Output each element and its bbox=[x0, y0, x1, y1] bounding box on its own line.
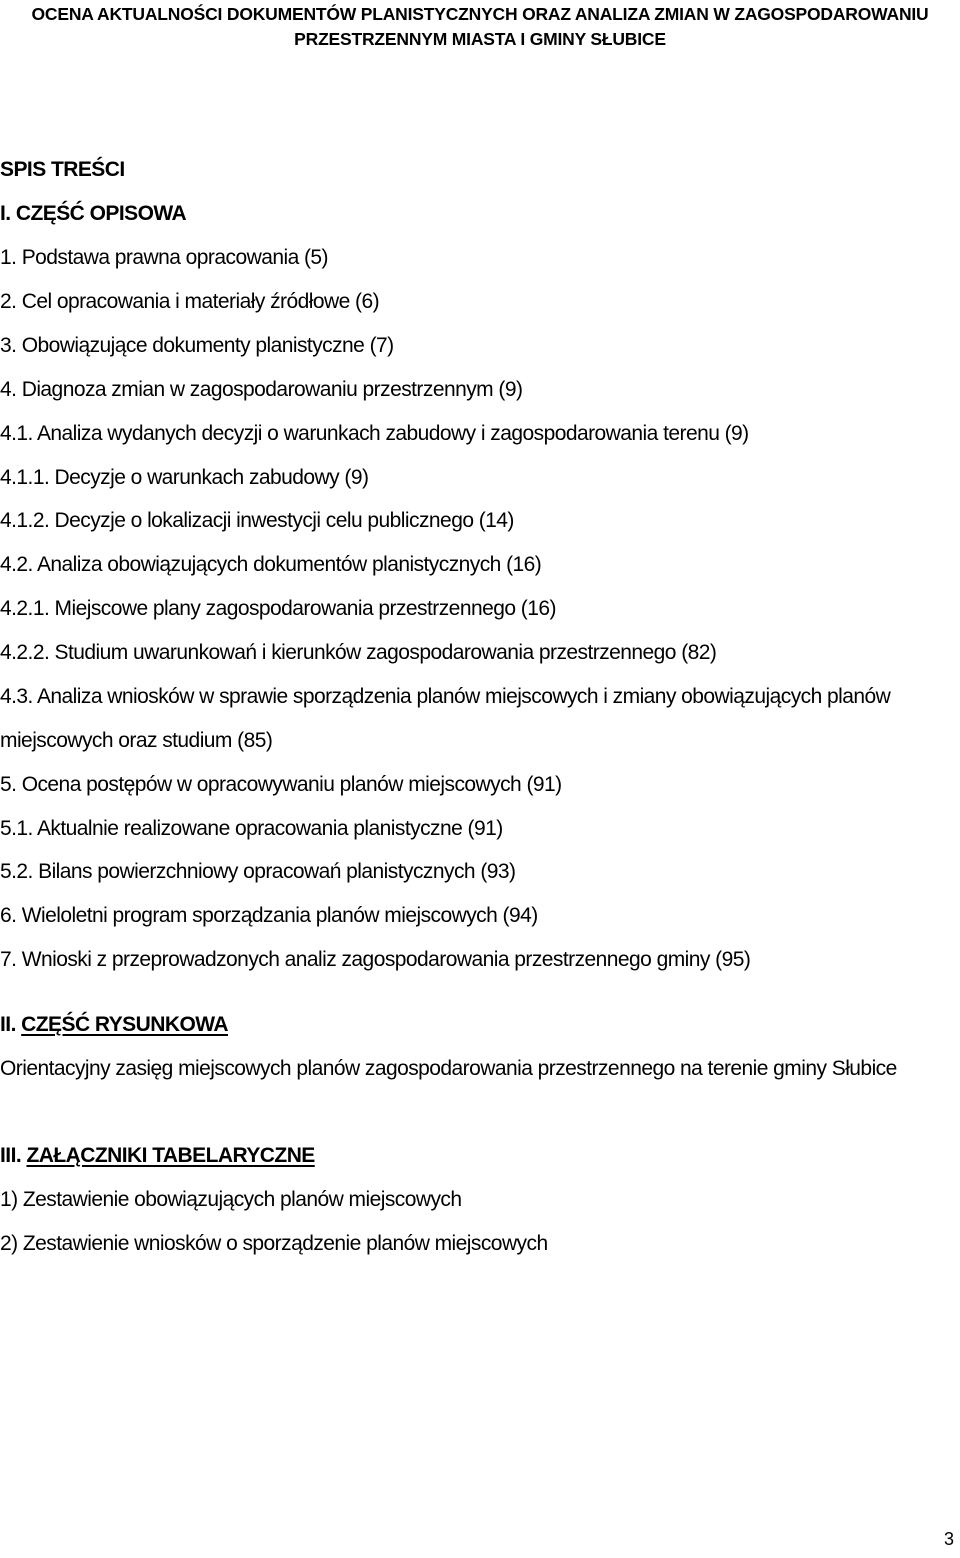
part-1-title: CZĘŚĆ OPISOWA bbox=[15, 202, 187, 225]
toc-entry: 4.2.2. Studium uwarunkowań i kierunków zagospodarowania przestrzennego (82) bbox=[0, 641, 717, 664]
toc-entry: 4.1.1. Decyzje o warunkach zabudowy (9) bbox=[0, 466, 369, 489]
toc-entry: 6. Wieloletni program sporządzania planów miejscowych (94) bbox=[0, 904, 538, 927]
toc-entry: 4.2. Analiza obowiązujących dokumentów planistycznych (16) bbox=[0, 553, 542, 576]
toc-entry: 4. Diagnoza zmian w zagospodarowaniu przestrzennym (9) bbox=[0, 378, 523, 401]
part-2-prefix: II. bbox=[0, 1013, 16, 1036]
toc-entry: 2) Zestawienie wniosków o sporządzenie planów miejscowych bbox=[0, 1232, 548, 1255]
part-1-heading bbox=[0, 200, 186, 228]
page-number: 3 bbox=[943, 1529, 954, 1549]
toc-entry: 4.1.2. Decyzje o lokalizacji inwestycji celu publicznego (14) bbox=[0, 509, 514, 532]
toc-entry: 4.3. Analiza wniosków w sprawie sporządzenia planów miejscowych i zmiany obowiązujących planów bbox=[0, 685, 891, 708]
header-line-1: OCENA AKTUALNOŚCI DOKUMENTÓW PLANISTYCZNYCH ORAZ ANALIZA ZMIAN W ZAGOSPODAROWANIU bbox=[31, 4, 929, 24]
toc-title: SPIS TREŚCI bbox=[0, 158, 125, 181]
toc-entry: 1) Zestawienie obowiązujących planów miejscowych bbox=[0, 1188, 462, 1211]
header-line-2: PRZESTRZENNYM MIASTA I GMINY SŁUBICE bbox=[294, 29, 666, 49]
part-3-title: ZAŁĄCZNIKI TABELARYCZNE bbox=[26, 1144, 315, 1167]
toc-entry: 4.1. Analiza wydanych decyzji o warunkach zabudowy i zagospodarowania terenu (9) bbox=[0, 422, 749, 445]
toc-entry: 2. Cel opracowania i materiały źródłowe (6) bbox=[0, 290, 380, 313]
part-2-heading bbox=[0, 1011, 228, 1039]
part-3-prefix: III. bbox=[0, 1144, 22, 1167]
toc-entry: 5.1. Aktualnie realizowane opracowania planistyczne (91) bbox=[0, 817, 503, 840]
part-3-heading bbox=[0, 1142, 315, 1170]
toc-entry: 7. Wnioski z przeprowadzonych analiz zagospodarowania przestrzennego gminy (95) bbox=[0, 948, 751, 971]
toc-entry: 3. Obowiązujące dokumenty planistyczne (7) bbox=[0, 334, 394, 357]
toc-entry: 4.2.1. Miejscowe plany zagospodarowania przestrzennego (16) bbox=[0, 597, 556, 620]
toc-entry-continuation: miejscowych oraz studium (85) bbox=[0, 729, 273, 752]
toc-entry: 5.2. Bilans powierzchniowy opracowań planistycznych (93) bbox=[0, 860, 516, 883]
toc-entry: Orientacyjny zasięg miejscowych planów zagospodarowania przestrzennego na terenie gminy Słubice bbox=[0, 1057, 897, 1080]
toc-entry: 1. Podstawa prawna opracowania (5) bbox=[0, 246, 328, 269]
part-2-title: CZĘŚĆ RYSUNKOWA bbox=[21, 1013, 228, 1036]
document-header bbox=[0, 2, 960, 52]
toc-entry: 5. Ocena postępów w opracowywaniu planów miejscowych (91) bbox=[0, 773, 562, 796]
part-1-prefix: I. bbox=[0, 202, 11, 225]
